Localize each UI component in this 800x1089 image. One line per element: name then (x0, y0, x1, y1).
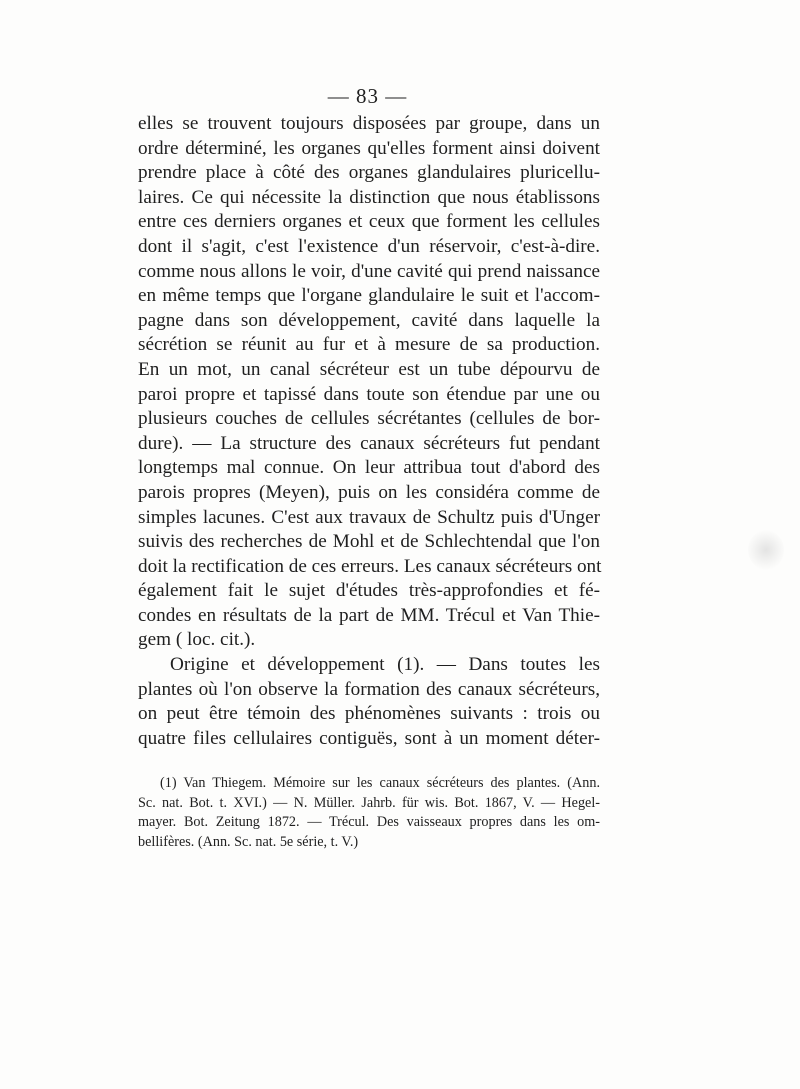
text-line: pagne dans son développement, cavité dans laquelle la (138, 309, 600, 331)
text-line: quatre files cellulaires contiguës, sont à un moment déter- (138, 727, 600, 749)
section-heading-line: Origine et développement (1). — Dans toutes les (170, 654, 600, 676)
text-line: laires. Ce qui nécessite la distinction que nous établissons (138, 186, 600, 208)
footnotes (138, 774, 600, 852)
text-line: dont il s'agit, c'est l'existence d'un réservoir, c'est-à-dire. (138, 235, 600, 257)
text-line: doit la rectification de ces erreurs. Les canaux sécréteurs ont (138, 555, 602, 577)
text-line: comme nous allons le voir, d'une cavité qui prend naissance (138, 260, 600, 282)
paper-smudge (748, 530, 784, 570)
text-line: également fait le sujet d'études très-approfondies et fé- (138, 580, 600, 602)
text-line: En un mot, un canal sécréteur est un tube dépourvu de (138, 358, 600, 380)
text-line: ordre déterminé, les organes qu'elles forment ainsi doivent (138, 137, 600, 159)
footnote-line: Sc. nat. Bot. t. XVI.) — N. Müller. Jahrb. für wis. Bot. 1867, V. — Hegel- (138, 794, 600, 811)
page-number: — 83 — (327, 84, 408, 108)
text-line: longtemps mal connue. On leur attribua tout d'abord des (138, 457, 600, 479)
text-line: paroi propre et tapissé dans toute son étendue par une ou (138, 383, 600, 405)
text-line: prendre place à côté des organes glandulaires pluricellu- (138, 162, 600, 184)
footnote-line: (1) Van Thiegem. Mémoire sur les canaux sécréteurs des plantes. (Ann. (160, 775, 600, 791)
text-line: on peut être témoin des phénomènes suivants : trois ou (138, 703, 600, 725)
text-line: elles se trouvent toujours disposées par groupe, dans un (138, 113, 600, 134)
text-line: entre ces derniers organes et ceux que forment les cellules (138, 211, 600, 233)
text-line: plantes où l'on observe la formation des canaux sécréteurs, (138, 678, 600, 700)
text-line: plusieurs couches de cellules sécrétantes (cellules de bor- (138, 408, 600, 430)
text-line: parois propres (Meyen), puis on les considéra comme de (138, 481, 600, 503)
text-line: sécrétion se réunit au fur et à mesure de sa production. (138, 334, 600, 356)
text-line: suivis des recherches de Mohl et de Schlechtendal que l'on (138, 531, 600, 553)
text-line: en même temps que l'organe glandulaire le suit et l'accom- (138, 285, 600, 307)
text-line: gem ( loc. cit.). (138, 629, 256, 651)
footnote-line: bellifères. (Ann. Sc. nat. 5e série, t. V.) (138, 833, 359, 850)
text-line: condes en résultats de la part de MM. Trécul et Van Thie- (138, 604, 600, 626)
footnote-line: mayer. Bot. Zeitung 1872. — Trécul. Des vaisseaux propres dans les om- (138, 814, 600, 831)
body-text (138, 112, 600, 751)
text-line: simples lacunes. C'est aux travaux de Schultz puis d'Unger (138, 506, 600, 528)
text-line: dure). — La structure des canaux sécréteurs fut pendant (138, 432, 600, 454)
